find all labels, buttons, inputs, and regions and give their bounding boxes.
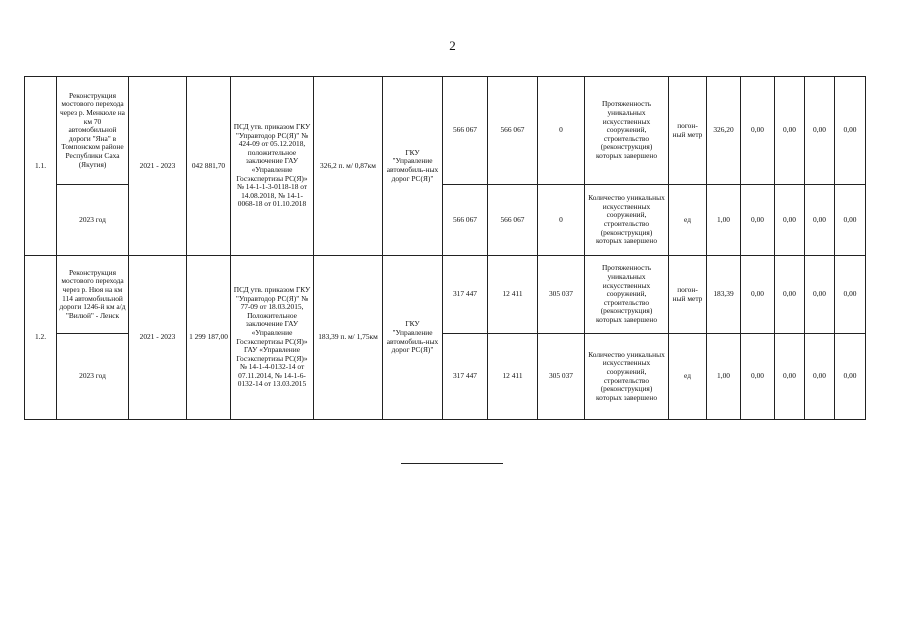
value-cell: 183,39 — [707, 256, 741, 334]
indicator-cell: Количество уникальных искусственных сооружений, строительство (реконструкция) которых завершено — [585, 334, 669, 420]
value-cell: 0,00 — [775, 334, 805, 420]
table-row — [25, 256, 866, 334]
value-cell: 0,00 — [805, 256, 835, 334]
psd-cell: ПСД утв. приказом ГКУ "Управтодор РС(Я)" № 77-09 от 18.03.2015, Положительное заключение ГАУ «Управление Госэкспертизы РС(Я)» ГАУ «Управление Госэкспертизы РС(Я)» № 14-1-4-0132-14 от 07.11.2014, № 14-1-6-0132-14 от 13.03.2015 — [231, 256, 314, 420]
regional-cell: 0 — [538, 185, 585, 256]
row-number: 1.2. — [25, 256, 57, 420]
value-cell: 0,00 — [741, 185, 775, 256]
federal-cell: 12 411 — [488, 256, 538, 334]
program-table — [24, 76, 866, 420]
unit-cell: ед — [669, 334, 707, 420]
value-cell: 0,00 — [741, 256, 775, 334]
value-cell: 0,00 — [805, 334, 835, 420]
table-row — [25, 77, 866, 185]
value-cell: 0,00 — [741, 77, 775, 185]
customer-cell: ГКУ "Управление автомобиль-ных дорог РС(Я)" — [383, 256, 443, 420]
object-name: Реконструкция мостового перехода через р. Менкюле на км 70 автомобильной дороги "Яна" в Томпонском районе Республики Саха (Якутия) — [57, 77, 129, 185]
value-cell: 1,00 — [707, 334, 741, 420]
period-cell: 2021 - 2023 — [129, 77, 187, 256]
value-cell: 0,00 — [805, 77, 835, 185]
cost-cell: 1 299 187,00 — [187, 256, 231, 420]
customer-cell: ГКУ "Управление автомобиль-ных дорог РС(Я)" — [383, 77, 443, 256]
indicator-cell: Протяженность уникальных искусственных сооружений, строительство (реконструкция) которых завершено — [585, 256, 669, 334]
value-cell: 0,00 — [835, 185, 866, 256]
federal-cell: 12 411 — [488, 334, 538, 420]
unit-cell: ед — [669, 185, 707, 256]
total-cell: 566 067 — [443, 77, 488, 185]
cost-cell: 042 881,70 — [187, 77, 231, 256]
total-cell: 317 447 — [443, 334, 488, 420]
page-number: 2 — [449, 38, 456, 53]
object-name: Реконструкция мостового перехода через р. Нюя на км 114 автомобильной дороги 1246-й км а/д "Вилюй" - Ленск — [57, 256, 129, 334]
value-cell: 0,00 — [835, 334, 866, 420]
psd-cell: ПСД утв. приказом ГКУ "Управтодор РС(Я)" № 424-09 от 05.12.2018, положительное заключение ГАУ «Управление Госэкспертизы РС(Я)» № 14-1-1-3-0118-18 от 14.08.2018, № 14-1-0068-18 от 01.10.2018 — [231, 77, 314, 256]
unit-cell: погон-ный метр — [669, 256, 707, 334]
year-label: 2023 год — [57, 334, 129, 420]
row-number: 1.1. — [25, 77, 57, 256]
indicator-cell: Протяженность уникальных искусственных сооружений, строительство (реконструкция) которых завершено — [585, 77, 669, 185]
value-cell: 0,00 — [775, 256, 805, 334]
regional-cell: 0 — [538, 77, 585, 185]
value-cell: 0,00 — [741, 334, 775, 420]
unit-cell: погон-ный метр — [669, 77, 707, 185]
value-cell: 0,00 — [775, 77, 805, 185]
federal-cell: 566 067 — [488, 77, 538, 185]
value-cell: 326,20 — [707, 77, 741, 185]
value-cell: 1,00 — [707, 185, 741, 256]
value-cell: 0,00 — [775, 185, 805, 256]
capacity-cell: 326,2 п. м/ 0,87км — [314, 77, 383, 256]
total-cell: 317 447 — [443, 256, 488, 334]
capacity-cell: 183,39 п. м/ 1,75км — [314, 256, 383, 420]
indicator-cell: Количество уникальных искусственных сооружений, строительство (реконструкция) которых завершено — [585, 185, 669, 256]
value-cell: 0,00 — [835, 256, 866, 334]
regional-cell: 305 037 — [538, 334, 585, 420]
federal-cell: 566 067 — [488, 185, 538, 256]
period-cell: 2021 - 2023 — [129, 256, 187, 420]
value-cell: 0,00 — [835, 77, 866, 185]
total-cell: 566 067 — [443, 185, 488, 256]
end-separator-line — [401, 463, 503, 464]
regional-cell: 305 037 — [538, 256, 585, 334]
value-cell: 0,00 — [805, 185, 835, 256]
year-label: 2023 год — [57, 185, 129, 256]
